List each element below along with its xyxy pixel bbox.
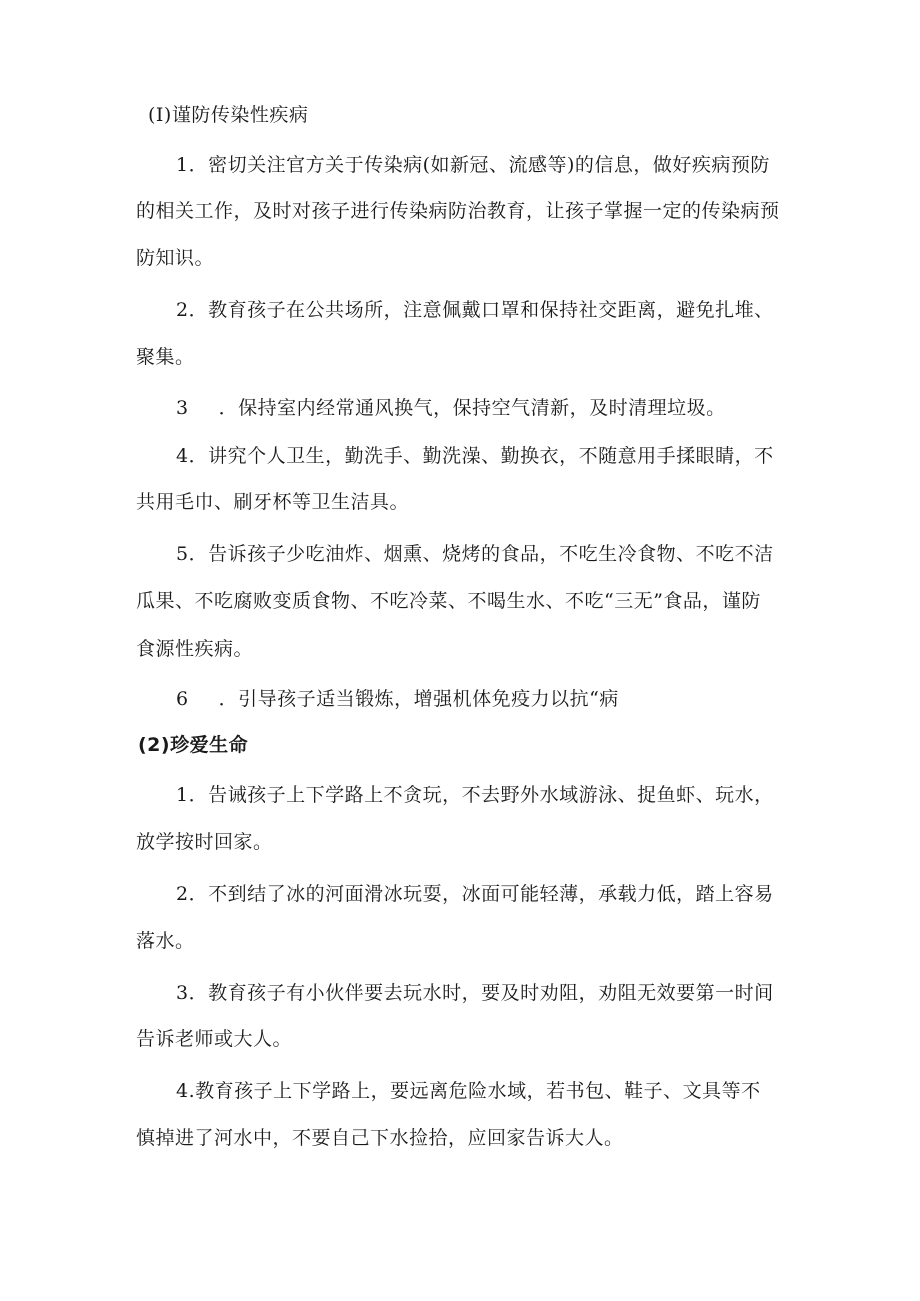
- paragraph-6-text: ．引导孩子适当锻炼，增强机体免疫力以抗“病: [218, 688, 619, 710]
- paragraph-7-line-1: 1．告诫孩子上下学路上不贪玩，不去野外水域游泳、捉鱼虾、玩水，: [176, 784, 774, 806]
- section-heading-cherish-life: (2)珍爱生命: [138, 734, 249, 756]
- paragraph-9-line-1: 3．教育孩子有小伙伴要去玩水时，要及时劝阻，劝阻无效要第一时间: [176, 982, 774, 1004]
- paragraph-6: [176, 687, 619, 711]
- section-heading-infectious-disease: (I)谨防传染性疾病: [148, 104, 309, 126]
- paragraph-8-line-2: 落水。: [136, 930, 195, 952]
- paragraph-4-line-2: 共用毛巾、刷牙杯等卫生洁具。: [136, 491, 410, 513]
- paragraph-3-text: ．保持室内经常通风换气，保持空气清新，及时清理垃圾。: [218, 397, 726, 419]
- paragraph-2-line-1: 2．教育孩子在公共场所，注意佩戴口罩和保持社交距离，避免扎堆、: [176, 299, 774, 321]
- paragraph-7-line-2: 放学按时回家。: [136, 831, 273, 853]
- paragraph-8-line-1: 2．不到结了冰的河面滑冰玩耍，冰面可能轻薄，承载力低，踏上容易: [176, 883, 774, 905]
- paragraph-5-line-2: 瓜果、不吃腐败变质食物、不吃冷菜、不喝生水、不吃“三无”食品，谨防: [136, 590, 761, 612]
- paragraph-9-line-2: 告诉老师或大人。: [136, 1028, 293, 1050]
- paragraph-1-line-3: 防知识。: [136, 247, 215, 269]
- paragraph-4-line-1: 4．讲究个人卫生，勤洗手、勤洗澡、勤换衣，不随意用手揉眼睛，不: [176, 445, 774, 467]
- paragraph-2-line-2: 聚集。: [136, 346, 195, 368]
- paragraph-3: [176, 396, 726, 420]
- paragraph-5-line-1: 5．告诉孩子少吃油炸、烟熏、烧烤的食品，不吃生冷食物、不吃不洁: [176, 543, 774, 565]
- paragraph-1-line-1: 1．密切关注官方关于传染病(如新冠、流感等)的信息，做好疾病预防: [176, 154, 770, 176]
- paragraph-10-line-1: 4.教育孩子上下学路上，要远离危险水域，若书包、鞋子、文具等不: [176, 1080, 761, 1102]
- paragraph-6-number: 6: [176, 688, 189, 710]
- paragraph-1-line-2: 的相关工作，及时对孩子进行传染病防治教育，让孩子掌握一定的传染病预: [136, 200, 780, 222]
- paragraph-10-line-2: 慎掉进了河水中，不要自己下水捡拾，应回家告诉大人。: [136, 1127, 624, 1149]
- paragraph-5-line-3: 食源性疾病。: [136, 638, 254, 660]
- paragraph-3-number: 3: [176, 397, 189, 419]
